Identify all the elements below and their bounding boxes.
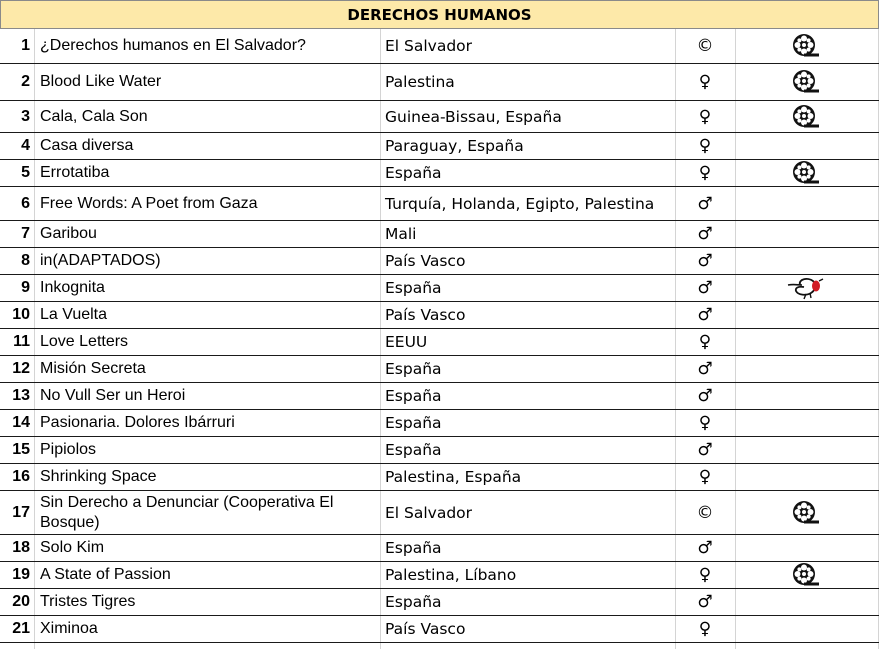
icon-cell [736,410,876,436]
gender-symbol: ♀ [698,565,712,585]
gender-symbol: ♂ [697,440,713,460]
film-country: País Vasco [385,252,466,270]
row-number: 6 [21,194,30,212]
film-title: No Vull Ser un Heroi [40,387,186,404]
table-row [0,562,879,589]
film-country: España [385,414,442,432]
icon-cell [736,437,876,463]
film-title: Blood Like Water [40,73,162,90]
film-title: Cala, Cala Son [40,107,148,125]
film-reel-icon [736,64,876,100]
film-country: Palestina [385,73,455,91]
gender-symbol: ♀ [698,136,712,156]
gender-symbol: ♂ [697,193,713,214]
film-title: Free Words: A Poet from Gaza [40,194,258,212]
film-title: A State of Passion [40,566,171,583]
row-number: 8 [21,252,30,269]
film-country: Turquía, Holanda, Egipto, Palestina [385,194,655,213]
table-row [0,248,879,275]
table-row [0,356,879,383]
film-country: Paraguay, España [385,137,524,155]
film-title: Solo Kim [40,539,105,556]
gender-symbol: ♂ [697,224,713,244]
row-number: 4 [21,137,30,154]
film-title: Shrinking Space [40,468,157,485]
film-country: Guinea-Bissau, España [385,107,562,126]
gender-symbol: ♀ [698,72,712,92]
film-title: Inkognita [40,279,105,296]
table-row [0,410,879,437]
row-number: 10 [12,306,30,323]
icon-cell [736,302,876,328]
film-title: Love Letters [40,333,129,350]
row-number: 5 [21,164,30,181]
gender-symbol: ♀ [698,332,712,352]
gender-symbol: © [696,36,714,56]
table-row [0,535,879,562]
film-country: El Salvador [385,503,473,522]
table-row [0,616,879,643]
film-title: Pasionaria. Dolores Ibárruri [40,414,235,431]
film-country: España [385,387,442,405]
table-row [0,589,879,616]
gender-symbol: ♂ [697,386,713,406]
gender-symbol: ♀ [698,413,712,433]
gender-symbol: ♂ [697,359,713,379]
row-number: 3 [21,107,30,125]
row-number: 7 [21,225,30,242]
row-number: 20 [12,593,30,610]
film-title: La Vuelta [40,306,108,323]
table-row [0,101,879,133]
table-row [0,160,879,187]
table-row [0,275,879,302]
icon-cell [736,187,876,220]
film-title: ¿Derechos humanos en El Salvador? [40,37,306,54]
film-country: País Vasco [385,620,466,638]
film-reel-icon [736,491,876,534]
film-country: España [385,441,442,459]
table-row [0,383,879,410]
table-row [0,491,879,535]
film-country: Palestina, Líbano [385,566,517,584]
row-number: 15 [12,441,30,458]
table-row [0,221,879,248]
bird-icon [736,275,876,301]
film-country: España [385,593,442,611]
film-country: España [385,360,442,378]
table-row [0,329,879,356]
icon-cell [736,356,876,382]
row-number: 2 [21,73,30,90]
icon-cell [736,464,876,490]
film-title: Errotatiba [40,164,110,181]
film-country: España [385,539,442,557]
film-title: Casa diversa [40,137,134,154]
table-row [0,133,879,160]
gender-symbol: ♂ [697,278,713,298]
gender-symbol: ♂ [697,251,713,271]
row-number: 9 [21,279,30,296]
film-reel-icon [736,29,876,63]
film-title: Garibou [40,225,97,242]
row-number: 18 [12,539,30,556]
row-number: 11 [13,333,30,350]
film-title: in(ADAPTADOS) [40,252,161,269]
film-country: EEUU [385,333,428,351]
row-number: 13 [12,387,30,404]
icon-cell [736,589,876,615]
row-number: 19 [12,566,30,583]
film-country: Palestina, España [385,468,522,486]
icon-cell [736,535,876,561]
film-country: España [385,164,442,182]
icon-cell [736,221,876,247]
gender-symbol: ♀ [698,106,712,127]
gender-symbol: ♀ [698,467,712,487]
row-number: 14 [12,414,30,431]
film-reel-icon [736,562,876,588]
row-number: 21 [12,620,30,637]
film-reel-icon [736,101,876,132]
film-country: El Salvador [385,37,473,55]
row-number: 16 [12,468,30,485]
gender-symbol: © [696,502,714,523]
icon-cell [736,383,876,409]
film-title: Tristes Tigres [40,593,136,610]
table-row [0,64,879,101]
film-title: Ximinoa [40,620,98,637]
film-title: Misión Secreta [40,360,146,377]
gender-symbol: ♂ [697,305,713,325]
gender-symbol: ♂ [697,592,713,612]
film-title: Pipiolos [40,441,97,458]
gender-symbol: ♀ [698,163,712,183]
table-header: DERECHOS HUMANOS [0,0,879,29]
row-number: 12 [12,360,30,377]
film-country: España [385,279,442,297]
film-country: Mali [385,225,417,243]
table-row [0,464,879,491]
gender-symbol: ♀ [698,619,712,639]
row-number: 1 [21,37,30,54]
table-row [0,187,879,221]
gender-symbol: ♂ [697,538,713,558]
film-country: País Vasco [385,306,466,324]
film-title: Sin Derecho a Denunciar (Cooperativa El Bosque) [40,493,334,531]
table-row [0,302,879,329]
film-reel-icon [736,160,876,186]
table-row [0,29,879,64]
row-number: 17 [12,503,30,521]
icon-cell [736,329,876,355]
table-row [0,437,879,464]
icon-cell [736,616,876,642]
icon-cell [736,248,876,274]
icon-cell [736,133,876,159]
